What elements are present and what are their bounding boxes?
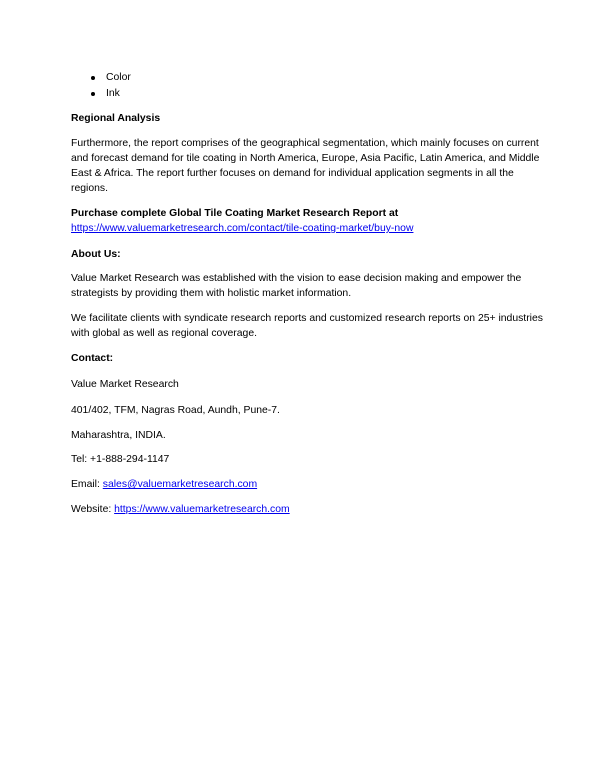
purchase-heading: Purchase complete Global Tile Coating Market Research Report at: [71, 208, 399, 219]
about-paragraph-1: Value Market Research was established with the vision to ease decision making and empower the strategists by providing them with holistic market information.: [71, 273, 522, 299]
contact-heading: Contact:: [71, 353, 114, 364]
list-item: Ink: [89, 86, 131, 102]
bullet-icon: [91, 92, 95, 96]
email-label: Email:: [71, 479, 100, 490]
bullet-icon: [91, 76, 95, 80]
contact-website-line: [71, 502, 290, 517]
contact-email-line: [71, 477, 257, 492]
contact-state: Maharashtra, INDIA.: [71, 430, 166, 441]
contact-address: 401/402, TFM, Nagras Road, Aundh, Pune-7.: [71, 405, 280, 416]
list-item: Color: [89, 70, 131, 86]
about-paragraph-2: We facilitate clients with syndicate research reports and customized research reports on 25+ industries with global as well as regional coverage.: [71, 313, 543, 339]
website-label: Website:: [71, 504, 112, 515]
regional-analysis-paragraph: Furthermore, the report comprises of the geographical segmentation, which mainly focuses on current and forecast demand for tile coating in North America, Europe, Asia Pacific, Latin America, and Middle East & Africa. The report further focuses on demand for individual application segments in all the regions.: [71, 138, 540, 194]
website-link[interactable]: https://www.valuemarketresearch.com: [114, 504, 290, 515]
about-us-heading: About Us:: [71, 249, 121, 260]
purchase-link-line: [71, 221, 413, 236]
purchase-link[interactable]: https://www.valuemarketresearch.com/contact/tile-coating-market/buy-now: [71, 223, 414, 234]
regional-analysis-heading: Regional Analysis: [71, 113, 161, 124]
email-link[interactable]: sales@valuemarketresearch.com: [102, 479, 258, 490]
bullet-list: [89, 70, 131, 102]
contact-company: Value Market Research: [71, 379, 179, 390]
contact-tel: Tel: +1-888-294-1147: [71, 454, 170, 465]
